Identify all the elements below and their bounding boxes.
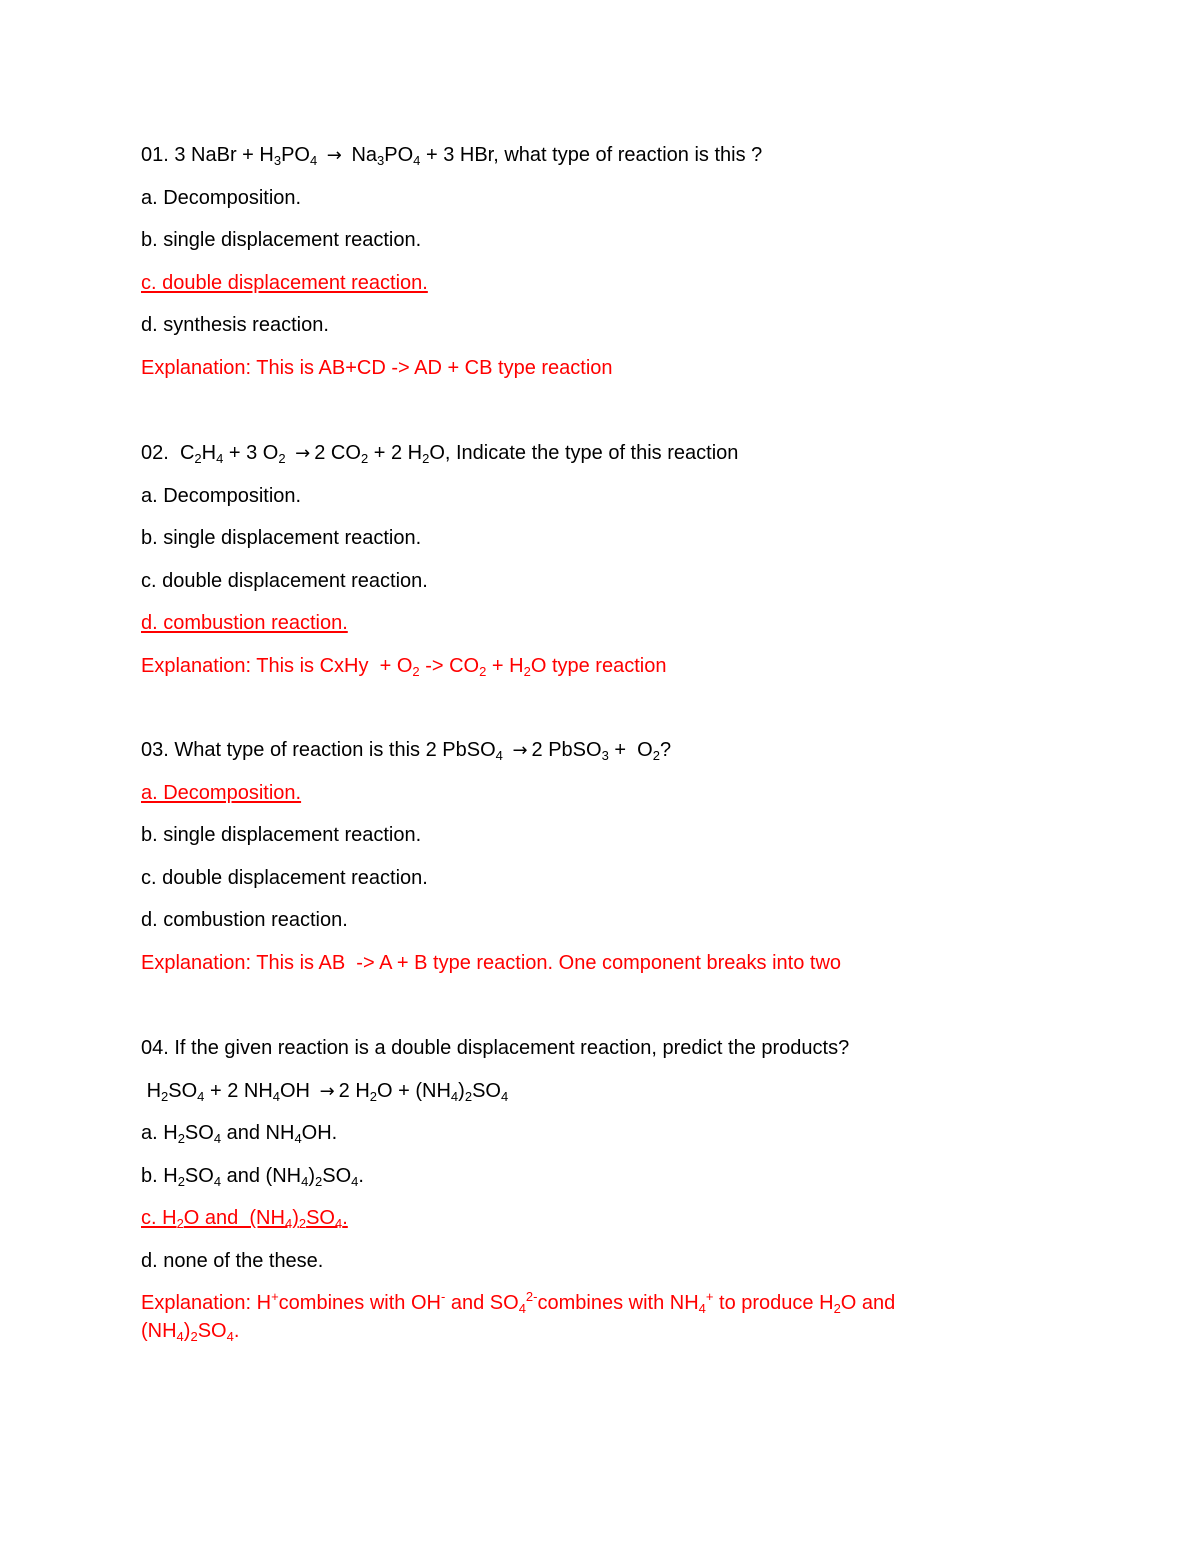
option-text: ) [308, 1164, 315, 1187]
subscript: 3 [601, 748, 609, 763]
stem-text: 2 CO [314, 442, 361, 464]
subscript: 2 [360, 451, 369, 466]
subscript: 2 [315, 1173, 323, 1189]
question-02 [141, 440, 1041, 695]
option-a-correct [141, 780, 1041, 823]
option-text: and (NH [221, 1164, 302, 1187]
stem-text: 3 NaBr + H [174, 144, 274, 166]
stem-text: + 3 O [228, 442, 279, 464]
option-c-correct [141, 1205, 1041, 1248]
question-number: 04. [141, 1037, 169, 1059]
option-a [141, 1120, 1041, 1163]
subscript: 2 [369, 1088, 378, 1104]
option-b [141, 1163, 1041, 1206]
explanation-text: -> CO [425, 654, 480, 677]
option-b: b. single displacement reaction. [141, 527, 422, 549]
explanation-text: and SO [445, 1292, 519, 1314]
stem-text: ? [659, 739, 672, 761]
reaction-arrow-icon: → [512, 740, 528, 761]
equation-text: SO [472, 1079, 501, 1102]
stem-text: O, Indicate the type of this reaction [429, 442, 739, 464]
subscript: 2 [278, 451, 286, 466]
subscript: 2 [298, 1216, 307, 1231]
option-text: OH. [301, 1122, 338, 1144]
subscript: 4 [301, 1173, 309, 1189]
subscript: 2 [422, 451, 430, 466]
equation-text: OH [280, 1079, 310, 1102]
equation-text: O + (NH [377, 1079, 451, 1102]
option-text: SO [322, 1164, 352, 1187]
explanation-text: + H [491, 654, 524, 677]
subscript: 2 [523, 663, 531, 679]
option-d: d. synthesis reaction. [141, 314, 329, 336]
subscript: 2 [833, 1301, 841, 1316]
subscript: 4 [351, 1173, 359, 1189]
question-number: 02. [141, 442, 169, 464]
explanation-text: Explanation: H [141, 1292, 272, 1314]
option-text: SO [184, 1122, 214, 1144]
option-text: b. H [141, 1164, 178, 1187]
stem-text: + 3 HBr, what type of reaction is this ? [425, 144, 763, 166]
option-b: b. single displacement reaction. [141, 824, 422, 846]
superscript: 2- [525, 1289, 538, 1304]
subscript: 3 [377, 153, 385, 168]
subscript: 4 [272, 1088, 280, 1104]
option-text: . [342, 1207, 348, 1229]
subscript: 4 [450, 1088, 459, 1104]
explanation-text: O and [840, 1292, 896, 1314]
stem-text: PO [384, 144, 414, 166]
stem-text: If the given reaction is a double displacement reaction, predict the products? [174, 1037, 850, 1059]
superscript: - [440, 1289, 446, 1304]
subscript: 4 [518, 1301, 526, 1316]
equation-text: 2 H [338, 1079, 370, 1102]
question-number: 03. [141, 739, 169, 761]
subscript: 2 [177, 1173, 185, 1189]
stem-text: H [201, 442, 217, 464]
explanation-text: Explanation: This is CxHy + O [141, 654, 413, 677]
superscript: + [271, 1289, 279, 1304]
explanation-text: O type reaction [530, 654, 667, 677]
reaction-arrow-icon: → [295, 443, 311, 464]
equation-text: ) [458, 1079, 465, 1102]
explanation-text: ) [183, 1320, 191, 1342]
option-c-correct [141, 270, 1041, 313]
stem-text: PO [281, 144, 310, 166]
stem-text: What type of reaction is this 2 PbSO [174, 739, 496, 761]
equation-text: SO [168, 1079, 198, 1102]
explanation: Explanation: This is AB -> A + B type reaction. One component breaks into two [141, 951, 842, 974]
explanation [141, 653, 1041, 696]
option-text: c. H [141, 1207, 177, 1229]
equation-text: + 2 NH [209, 1079, 273, 1102]
explanation [141, 1290, 1041, 1318]
correct-answer-text: c. double displacement reaction. [141, 271, 428, 294]
option-text: SO [306, 1207, 335, 1229]
subscript: 4 [176, 1329, 184, 1344]
option-text: a. H [141, 1122, 178, 1144]
stem-text: + 2 H [373, 442, 423, 464]
question-stem [141, 142, 1041, 185]
subscript: 4 [495, 748, 503, 763]
option-text: ) [292, 1207, 299, 1229]
subscript: 4 [213, 1173, 222, 1189]
question-04 [141, 1035, 1041, 1361]
subscript: 4 [413, 153, 421, 168]
option-d: d. combustion reaction. [141, 909, 348, 931]
correct-answer-text: a. Decomposition. [141, 781, 302, 804]
option-text: and NH [221, 1122, 295, 1144]
subscript: 2 [479, 663, 487, 679]
subscript: 2 [194, 451, 202, 466]
stem-text: 2 PbSO [531, 739, 602, 761]
explanation-text: (NH [141, 1320, 177, 1342]
subscript: 4 [284, 1216, 293, 1231]
question-01 [141, 142, 1041, 397]
subscript: 3 [273, 153, 282, 168]
subscript: 4 [310, 153, 318, 168]
explanation-text: combines with NH [537, 1292, 699, 1314]
question-stem [141, 440, 1041, 483]
reaction-arrow-icon: → [319, 1080, 335, 1102]
correct-answer-text [141, 1207, 348, 1229]
subscript: 4 [294, 1131, 302, 1146]
explanation-text: . [233, 1320, 240, 1342]
subscript: 4 [226, 1329, 234, 1344]
subscript: 2 [177, 1131, 185, 1146]
reaction-arrow-icon: → [326, 145, 342, 166]
option-b: b. single displacement reaction. [141, 229, 422, 251]
reaction-equation [141, 1078, 1041, 1121]
option-a: a. Decomposition. [141, 186, 302, 209]
option-c: c. double displacement reaction. [141, 866, 428, 889]
explanation-text: SO [197, 1320, 227, 1342]
subscript: 4 [213, 1131, 222, 1146]
subscript: 2 [176, 1216, 184, 1231]
explanation-text: combines with OH [278, 1292, 441, 1314]
stem-text: C [179, 442, 195, 464]
subscript: 4 [335, 1216, 343, 1231]
option-text: . [358, 1164, 364, 1187]
option-text: O and (NH [183, 1207, 285, 1229]
subscript: 2 [190, 1329, 198, 1344]
option-text: SO [184, 1164, 214, 1187]
equation-text: H [146, 1079, 162, 1102]
subscript: 4 [698, 1301, 706, 1316]
subscript: 4 [500, 1088, 509, 1104]
subscript: 4 [216, 451, 224, 466]
subscript: 2 [464, 1088, 473, 1104]
option-a: a. Decomposition. [141, 484, 302, 507]
subscript: 2 [161, 1088, 169, 1104]
subscript: 4 [197, 1088, 205, 1104]
option-d: d. none of the these. [141, 1249, 324, 1272]
question-03 [141, 737, 1041, 992]
superscript: + [705, 1289, 714, 1304]
subscript: 2 [412, 663, 420, 679]
stem-text: + O [614, 739, 653, 761]
option-d-correct [141, 610, 1041, 653]
question-stem [141, 1035, 1041, 1078]
explanation: Explanation: This is AB+CD -> AD + CB type reaction [141, 356, 613, 379]
question-stem [141, 737, 1041, 780]
question-number: 01. [141, 144, 169, 166]
explanation-continued [141, 1318, 1041, 1361]
explanation-text: to produce H [713, 1292, 834, 1314]
option-c: c. double displacement reaction. [141, 569, 428, 592]
stem-text: Na [351, 144, 378, 166]
correct-answer-text: d. combustion reaction. [141, 612, 348, 634]
subscript: 2 [652, 748, 660, 763]
